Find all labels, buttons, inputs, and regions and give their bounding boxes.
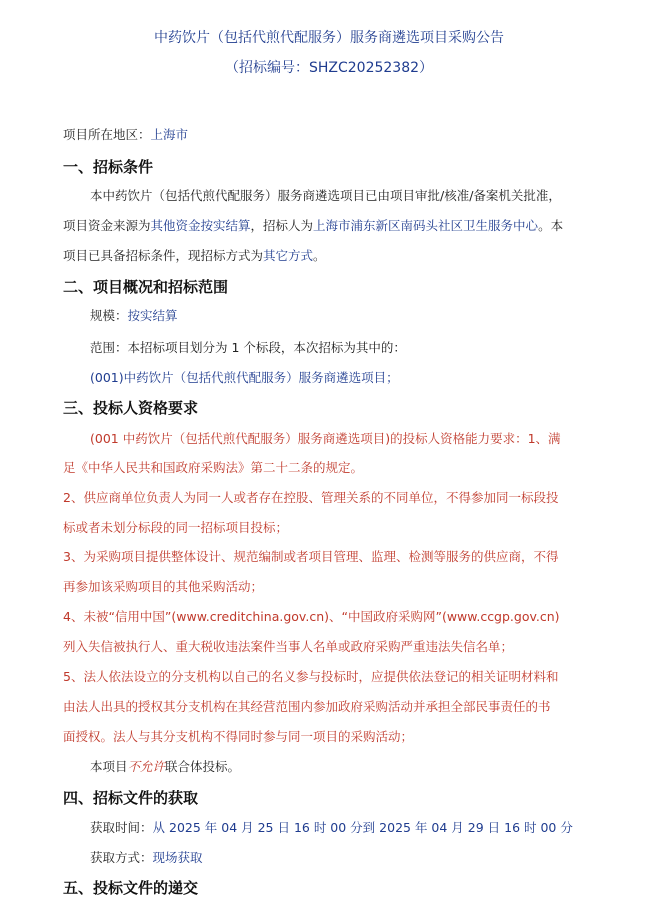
s2-scale-value: 按实结算 (127, 308, 178, 323)
s1-tenderer-value: 上海市浦东新区南码头社区卫生服务中心 (313, 218, 539, 233)
s4-method-label: 获取方式： (90, 850, 153, 865)
s3-p4-line-2: 列入失信被执行人、重大税收违法案件当事人名单或政府采购严重违法失信名单； (63, 639, 514, 654)
s1-line-2 (63, 216, 563, 234)
section-heading-4: 四、招标文件的获取 (63, 789, 199, 807)
s3-p1-line-1: (001 中药饮片（包括代煎代配服务）服务商遴选项目)的投标人资格能力要求：1、满 (90, 431, 561, 446)
s1-line-1: 本中药饮片（包括代煎代配服务）服务商遴选项目已由项目审批/核准/备案机关批准， (90, 188, 561, 203)
document-title: 中药饮片（包括代煎代配服务）服务商遴选项目采购公告 (154, 30, 504, 46)
s3-p5-line-2: 由法人出具的授权其分支机构在其经营范围内参加政府采购活动并承担全部民事责任的书 (63, 699, 551, 714)
s3-p2-line-2: 标或者未划分标段的同一招标项目投标； (63, 520, 289, 535)
s2-scale-label: 规模： (90, 308, 128, 323)
s4-time-value: 从 2025 年 04 月 25 日 16 时 00 分到 2025 年 04 月 29 日 16 时 00 分 (152, 820, 573, 835)
region-value: 上海市 (150, 127, 189, 142)
s1-line-2-tail: 。本 (538, 218, 564, 233)
s1-funding-label: 项目资金来源为 (63, 218, 151, 233)
s3-p3-line-1: 3、为采购项目提供整体设计、规范编制或者项目管理、监理、检测等服务的供应商，不得 (63, 549, 559, 564)
s3-consortium (90, 757, 240, 775)
s3-p5-line-3: 面授权。法人与其分支机构不得同时参与同一项目的采购活动； (63, 729, 414, 744)
section-heading-3: 三、投标人资格要求 (63, 399, 199, 417)
s1-funding-value: 其他资金按实结算 (150, 218, 251, 233)
s3-p2-line-1: 2、供应商单位负责人为同一人或者存在控股、管理关系的不同单位，不得参加同一标段投 (63, 490, 559, 505)
s4-method-value: 现场获取 (152, 850, 203, 865)
s3-consortium-prefix: 本项目 (90, 759, 128, 774)
s3-p4-line-1: 4、未被“信用中国”(www.creditchina.gov.cn)、“中国政府采购网”(www.ccgp.gov.cn) (63, 609, 560, 624)
s1-method-value: 其它方式 (263, 248, 314, 263)
section-heading-1: 一、招标条件 (63, 158, 154, 176)
s4-time (90, 818, 573, 836)
s3-consortium-suffix: 联合体投标。 (165, 759, 241, 774)
s3-p1-line-2: 足《中华人民共和国政府采购法》第二十二条的规定。 (63, 460, 364, 475)
tender-code-suffix: ） (419, 60, 434, 76)
s3-consortium-value: 不允许 (127, 759, 166, 774)
section-heading-5: 五、投标文件的递交 (63, 879, 199, 897)
s1-method-label: 项目已具备招标条件，现招标方式为 (63, 248, 264, 263)
s1-line-3 (63, 246, 326, 264)
section-heading-2: 二、项目概况和招标范围 (63, 278, 229, 296)
region-label: 项目所在地区： (63, 127, 151, 142)
tender-code (0, 57, 658, 77)
s3-p3-line-2: 再参加该采购项目的其他采购活动； (63, 579, 264, 594)
s2-scale (90, 306, 178, 324)
s2-range: 范围：本招标项目划分为 1 个标段，本次招标为其中的： (90, 340, 406, 355)
tender-code-prefix: （招标编号： (224, 60, 309, 76)
s4-method (90, 848, 203, 866)
region-line (63, 125, 188, 143)
s2-lot: (001)中药饮片（包括代煎代配服务）服务商遴选项目； (90, 370, 399, 385)
s1-line-3-tail: 。 (313, 248, 326, 263)
s1-tenderer-label: ，招标人为 (250, 218, 314, 233)
s3-p5-line-1: 5、法人依法设立的分支机构以自己的名义参与投标时，应提供依法登记的相关证明材料和 (63, 669, 559, 684)
tender-code-value: SHZC20252382 (308, 60, 420, 76)
s4-time-label: 获取时间： (90, 820, 153, 835)
